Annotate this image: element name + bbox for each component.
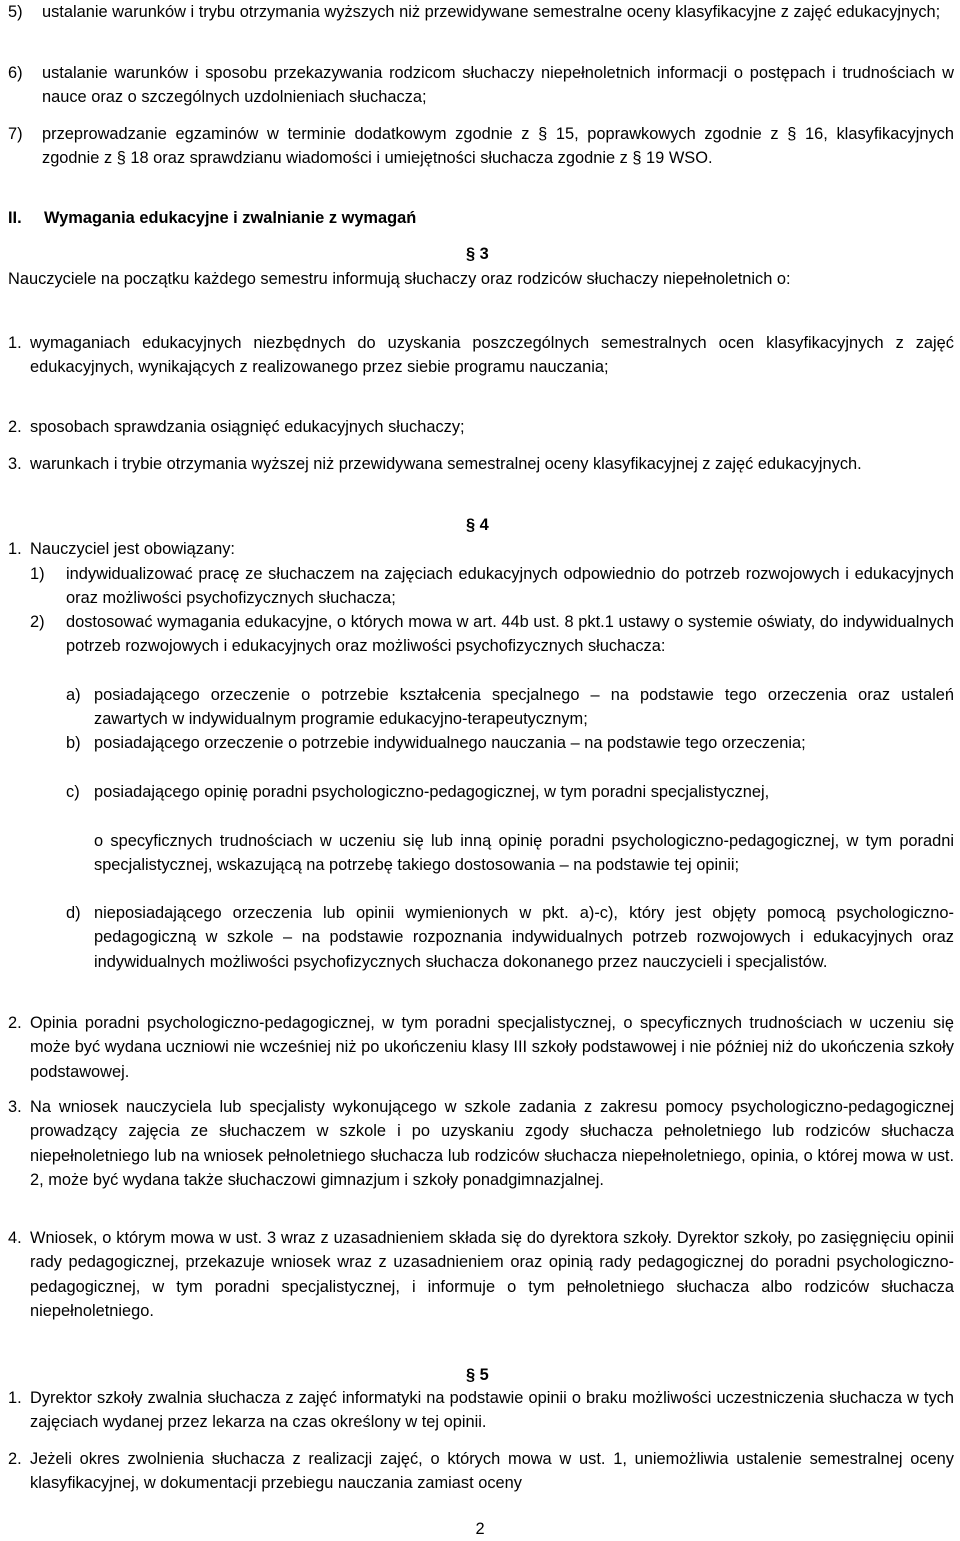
item-number: 1. xyxy=(8,1389,22,1407)
list-item xyxy=(8,1447,954,1496)
item-text: przeprowadzanie egzaminów w terminie dodatkowym zgodnie z § 15, poprawkowych zgodnie z § 16, klasyfikacyjnych zgodnie z § 18 oraz sprawdzianu wiadomości i umiejętności słuchacza zgodnie z § 19 WSO. xyxy=(42,125,954,168)
item-letter: c) xyxy=(66,783,80,801)
list-item xyxy=(8,537,954,561)
list-item xyxy=(8,331,954,380)
section-heading xyxy=(8,206,416,230)
item-letter: a) xyxy=(66,686,81,704)
list-item xyxy=(66,901,954,974)
item-number: 2) xyxy=(30,613,45,631)
item-text: posiadającego orzeczenie o potrzebie indywidualnego nauczania – na podstawie tego orzeczenia; xyxy=(94,734,806,752)
item-text: Nauczyciel jest obowiązany: xyxy=(30,540,235,558)
item-text: dostosować wymagania edukacyjne, o których mowa w art. 44b ust. 8 pkt.1 ustawy o systemie oświaty, do indywidualnych potrzeb rozwojowych i edukacyjnych oraz możliwości psychofizycznych słuchacza: xyxy=(66,613,954,656)
paragraph-intro: Nauczyciele na początku każdego semestru informują słuchaczy oraz rodziców słuchaczy niepełnoletnich o: xyxy=(8,270,791,288)
list-item xyxy=(8,1386,954,1435)
item-text: ustalanie warunków i sposobu przekazywania rodzicom słuchaczy niepełnoletnich informacji o postępach i trudnościach w nauce oraz o szczególnych uzdolnieniach słuchacza; xyxy=(42,64,954,107)
item-text: wymaganiach edukacyjnych niezbędnych do uzyskania poszczególnych semestralnych ocen klasyfikacyjnych z zajęć edukacyjnych, wynikających z realizowanego przez siebie programu nauczania; xyxy=(30,334,954,377)
item-text: Na wniosek nauczyciela lub specjalisty wykonującego w szkole zadania z zakresu pomocy psychologiczno-pedagogicznej prowadzący zajęcia ze słuchaczem w szkole i po uzyskaniu zgody słuchacza pełnoletniego lub rodziców słuchacza niepełnoletniego lub na wniosek pełnoletniego słuchacza lub rodziców słuchacza niepełnoletniego, opinia, o której mowa w ust. 2, może być wydana także słuchaczowi gimnazjum i szkoły ponadgimnazjalnej. xyxy=(30,1098,954,1190)
list-item xyxy=(66,731,954,755)
list-item xyxy=(8,452,954,476)
item-continuation: o specyficznych trudnościach w uczeniu się lub inną opinię poradni psychologiczno-pedagogicznej, w tym poradni specjalistycznej, wskazującą na potrzebę takiego dostosowania – na podstawie tej opinii; xyxy=(94,832,954,875)
item-letter: b) xyxy=(66,734,81,752)
item-number: 2. xyxy=(8,1014,22,1032)
item-text: Jeżeli okres zwolnienia słuchacza z realizacji zajęć, o których mowa w ust. 1, uniemożliwia ustalenie semestralnej oceny klasyfikacyjnej, w dokumentacji przebiegu nauczania zamiast oceny xyxy=(30,1450,954,1493)
item-number: 2. xyxy=(8,1450,22,1468)
list-item xyxy=(66,683,954,732)
section-title: Wymagania edukacyjne i zwalnianie z wymagań xyxy=(44,209,417,227)
item-number: 1. xyxy=(8,334,22,352)
item-letter: d) xyxy=(66,904,81,922)
section-number: II. xyxy=(8,209,22,227)
list-item xyxy=(8,415,954,439)
item-number: 7) xyxy=(8,125,23,143)
list-item xyxy=(8,122,954,171)
list-item xyxy=(8,61,954,110)
item-number: 3. xyxy=(8,455,22,473)
item-text: posiadającego orzeczenie o potrzebie kształcenia specjalnego – na podstawie tego orzeczenia oraz ustaleń zawartych w indywidualnym programie edukacyjno-terapeutycznym; xyxy=(94,686,954,729)
item-number: 6) xyxy=(8,64,23,82)
list-item xyxy=(66,780,954,804)
item-number: 4. xyxy=(8,1229,22,1247)
list-item xyxy=(8,1226,954,1324)
item-number: 1. xyxy=(8,540,22,558)
item-number: 5) xyxy=(8,3,23,21)
item-number: 2. xyxy=(8,418,22,436)
item-text: Wniosek, o którym mowa w ust. 3 wraz z uzasadnieniem składa się do dyrektora szkoły. Dyrektor szkoły, po zasięgnięciu opinii rady pedagogicznej, przekazuje wniosek wraz z uzasadnieniem oraz opinią rady pedagogicznej do poradni psychologiczno-pedagogicznej, w tym poradni specjalistycznej, i informuje o tym pełnoletniego słuchacza albo rodziców słuchacza niepełnoletniego. xyxy=(30,1229,954,1321)
list-item xyxy=(8,1095,954,1193)
paragraph-sign: § 3 xyxy=(466,245,489,263)
item-text: warunkach i trybie otrzymania wyższej niż przewidywana semestralnej oceny klasyfikacyjnej z zajęć edukacyjnych. xyxy=(30,455,862,473)
paragraph-sign: § 5 xyxy=(466,1366,489,1384)
item-text: indywidualizować pracę ze słuchaczem na zajęciach edukacyjnych odpowiednio do potrzeb rozwojowych i edukacyjnych oraz możliwości psychofizycznych słuchacza; xyxy=(66,565,954,608)
list-item xyxy=(30,562,954,611)
page-number: 2 xyxy=(475,1520,485,1538)
item-text: ustalanie warunków i trybu otrzymania wyższych niż przewidywane semestralne oceny klasyfikacyjne z zajęć edukacyjnych; xyxy=(42,3,941,21)
item-text: nieposiadającego orzeczenia lub opinii wymienionych w pkt. a)-c), który jest objęty pomocą psychologiczno-pedagogiczną w szkole – na podstawie rozpoznania indywidualnych potrzeb rozwojowych i edukacyjnych oraz indywidualnych możliwości psychofizycznych słuchacza dokonanego przez nauczycieli i specjalistów. xyxy=(94,904,954,971)
paragraph-sign: § 4 xyxy=(466,516,489,534)
item-text: Opinia poradni psychologiczno-pedagogicznej, w tym poradni specjalistycznej, o specyficznych trudnościach w uczeniu się może być wydana uczniowi nie wcześniej niż po ukończeniu klasy III szkoły podstawowej i nie później niż do ukończenia szkoły podstawowej. xyxy=(30,1014,954,1081)
item-text: Dyrektor szkoły zwalnia słuchacza z zajęć informatyki na podstawie opinii o braku możliwości uczestniczenia słuchacza w tych zajęciach wydanej przez lekarza na czas określony w tej opinii. xyxy=(30,1389,954,1432)
item-number: 3. xyxy=(8,1098,22,1116)
list-item xyxy=(8,1011,954,1084)
item-number: 1) xyxy=(30,565,45,583)
item-text: sposobach sprawdzania osiągnięć edukacyjnych słuchaczy; xyxy=(30,418,465,436)
list-item xyxy=(8,0,954,24)
item-text: posiadającego opinię poradni psychologiczno-pedagogicznej, w tym poradni specjalistycznej, xyxy=(94,783,770,801)
list-item xyxy=(30,610,954,659)
